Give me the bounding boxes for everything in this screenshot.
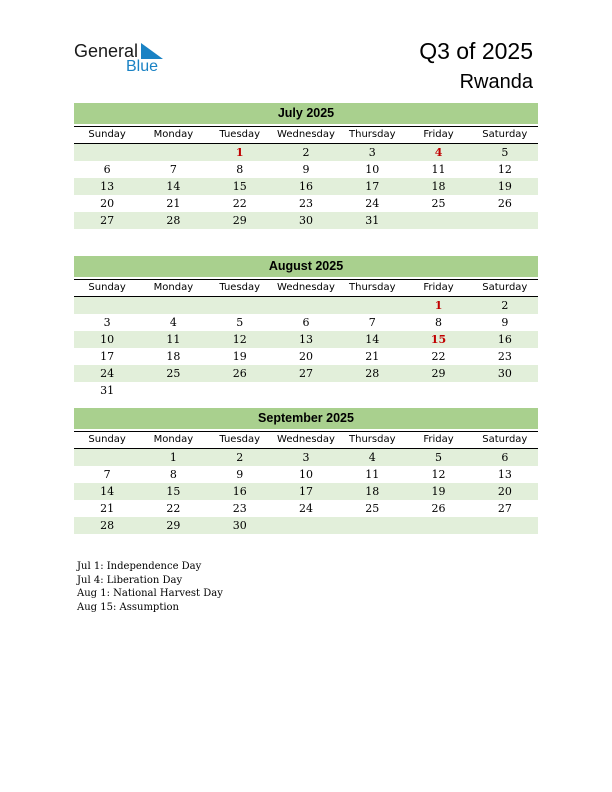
day-cell: 16 [232, 485, 247, 498]
day-cell: 8 [236, 163, 244, 176]
week-row [74, 178, 538, 195]
day-cell [74, 297, 140, 314]
logo-word-blue: Blue [126, 58, 159, 75]
day-cell: 13 [298, 333, 313, 346]
day-cell: 14 [100, 485, 115, 498]
day-cell [74, 449, 140, 466]
weekday-label: Monday [153, 434, 194, 445]
day-cell: 23 [298, 197, 313, 210]
month-title: September 2025 [74, 408, 538, 429]
week-row [74, 314, 538, 331]
day-cell: 24 [100, 367, 115, 380]
day-cell: 1 [169, 451, 177, 464]
day-cell [207, 382, 273, 399]
day-cell: 31 [100, 384, 115, 397]
day-cell: 25 [365, 502, 380, 515]
day-cell: 30 [497, 367, 512, 380]
day-cell: 7 [103, 468, 111, 481]
day-cell: 16 [298, 180, 313, 193]
day-cell: 2 [236, 451, 244, 464]
week-row [74, 212, 538, 229]
day-cell [472, 212, 538, 229]
day-cell: 4 [169, 316, 177, 329]
week-row [74, 195, 538, 212]
day-cell: 1 [235, 146, 244, 159]
day-cell: 19 [431, 485, 446, 498]
day-cell [472, 382, 538, 399]
day-cell: 10 [365, 163, 380, 176]
day-cell: 5 [236, 316, 244, 329]
day-cell: 27 [298, 367, 313, 380]
day-cell: 15 [166, 485, 181, 498]
week-row [74, 365, 538, 382]
holiday-note: Jul 4: Liberation Day [77, 574, 183, 586]
day-cell: 17 [365, 180, 380, 193]
day-cell: 22 [431, 350, 446, 363]
logo-word-general: General [74, 41, 139, 61]
day-cell: 20 [298, 350, 313, 363]
holiday-notes [77, 560, 223, 614]
day-cell: 3 [103, 316, 111, 329]
day-cell: 12 [232, 333, 247, 346]
month-title: July 2025 [74, 103, 538, 124]
day-cell: 14 [166, 180, 181, 193]
day-cell: 20 [100, 197, 115, 210]
day-cell: 26 [497, 197, 512, 210]
day-cell: 5 [435, 451, 443, 464]
weekday-header-row [74, 431, 538, 449]
day-cell: 10 [298, 468, 313, 481]
day-cell: 18 [166, 350, 181, 363]
day-cell: 3 [302, 451, 310, 464]
day-cell: 19 [497, 180, 512, 193]
day-cell: 23 [497, 350, 512, 363]
day-cell: 29 [166, 519, 181, 532]
day-cell: 18 [365, 485, 380, 498]
weekday-label: Thursday [349, 282, 396, 293]
weekday-label: Sunday [88, 282, 126, 293]
day-cell: 6 [302, 316, 310, 329]
weekday-label: Sunday [88, 129, 126, 140]
day-cell [140, 144, 206, 161]
month-september [74, 408, 538, 534]
day-cell: 27 [497, 502, 512, 515]
day-cell [405, 517, 471, 534]
day-cell: 29 [431, 367, 446, 380]
day-cell: 21 [100, 502, 115, 515]
day-cell [74, 144, 140, 161]
week-row [74, 331, 538, 348]
weekday-label: Tuesday [219, 434, 261, 445]
day-cell: 5 [501, 146, 509, 159]
weekday-label: Friday [423, 282, 454, 293]
day-cell [273, 297, 339, 314]
day-cell: 30 [232, 519, 247, 532]
day-cell: 26 [232, 367, 247, 380]
day-cell: 10 [100, 333, 115, 346]
day-cell: 30 [298, 214, 313, 227]
weekday-header-row [74, 279, 538, 297]
day-cell: 12 [497, 163, 512, 176]
day-cell [405, 382, 471, 399]
weekday-label: Monday [153, 282, 194, 293]
day-cell: 13 [497, 468, 512, 481]
logo [74, 41, 174, 77]
day-cell: 15 [232, 180, 247, 193]
week-row [74, 297, 538, 314]
day-cell: 12 [431, 468, 446, 481]
day-cell: 28 [100, 519, 115, 532]
day-cell: 17 [298, 485, 313, 498]
logo-triangle-icon [141, 43, 163, 59]
weekday-label: Wednesday [277, 129, 335, 140]
day-cell: 9 [501, 316, 509, 329]
weekday-label: Friday [423, 129, 454, 140]
day-cell [339, 297, 405, 314]
day-cell: 18 [431, 180, 446, 193]
holiday-note: Aug 15: Assumption [77, 601, 180, 613]
day-cell: 3 [368, 146, 376, 159]
week-row [74, 382, 538, 399]
page-title: Q3 of 2025 [419, 38, 533, 64]
day-cell: 24 [298, 502, 313, 515]
weekday-label: Saturday [482, 282, 528, 293]
holiday-note: Jul 1: Independence Day [77, 561, 202, 572]
day-cell: 28 [365, 367, 380, 380]
day-cell [207, 297, 273, 314]
day-cell: 15 [430, 333, 447, 346]
day-cell: 4 [434, 146, 443, 159]
day-cell: 6 [103, 163, 111, 176]
weekday-label: Thursday [349, 434, 396, 445]
day-cell: 6 [501, 451, 509, 464]
day-cell [339, 517, 405, 534]
day-cell: 16 [497, 333, 512, 346]
week-row [74, 517, 538, 534]
weekday-header-row [74, 126, 538, 144]
day-cell: 1 [434, 299, 443, 312]
day-cell [405, 212, 471, 229]
day-cell: 9 [302, 163, 310, 176]
day-cell: 2 [302, 146, 310, 159]
weekday-label: Tuesday [219, 129, 261, 140]
weekday-label: Sunday [88, 434, 126, 445]
weekday-label: Wednesday [277, 434, 335, 445]
week-row [74, 144, 538, 161]
month-title: August 2025 [74, 256, 538, 277]
day-cell: 9 [236, 468, 244, 481]
day-cell: 31 [365, 214, 380, 227]
day-cell [339, 382, 405, 399]
holiday-note: Aug 1: National Harvest Day [77, 588, 223, 599]
week-row [74, 348, 538, 365]
day-cell: 11 [166, 333, 181, 346]
weekday-label: Wednesday [277, 282, 335, 293]
day-cell: 8 [435, 316, 443, 329]
day-cell: 17 [100, 350, 115, 363]
day-cell: 26 [431, 502, 446, 515]
day-cell: 21 [166, 197, 181, 210]
weekday-label: Saturday [482, 434, 528, 445]
day-cell: 2 [501, 299, 509, 312]
day-cell [472, 517, 538, 534]
day-cell: 25 [166, 367, 181, 380]
month-august [74, 256, 538, 399]
day-cell: 20 [497, 485, 512, 498]
day-cell: 24 [365, 197, 380, 210]
weekday-label: Thursday [349, 129, 396, 140]
day-cell: 29 [232, 214, 247, 227]
day-cell: 23 [232, 502, 247, 515]
day-cell [273, 517, 339, 534]
country-name: Rwanda [459, 71, 533, 93]
day-cell: 22 [166, 502, 181, 515]
week-row [74, 500, 538, 517]
day-cell [273, 382, 339, 399]
day-cell: 14 [365, 333, 380, 346]
month-july [74, 103, 538, 229]
day-cell [140, 382, 206, 399]
day-cell: 13 [100, 180, 115, 193]
day-cell: 28 [166, 214, 181, 227]
day-cell: 25 [431, 197, 446, 210]
week-row [74, 466, 538, 483]
weekday-label: Tuesday [219, 282, 261, 293]
day-cell [140, 297, 206, 314]
week-row [74, 449, 538, 466]
week-row [74, 161, 538, 178]
day-cell: 8 [169, 468, 177, 481]
day-cell: 21 [365, 350, 380, 363]
day-cell: 19 [232, 350, 247, 363]
day-cell: 27 [100, 214, 115, 227]
day-cell: 7 [368, 316, 376, 329]
day-cell: 11 [431, 163, 446, 176]
weekday-label: Monday [153, 129, 194, 140]
day-cell: 7 [169, 163, 177, 176]
day-cell: 22 [232, 197, 247, 210]
day-cell: 4 [368, 451, 376, 464]
week-row [74, 483, 538, 500]
weekday-label: Saturday [482, 129, 528, 140]
day-cell: 11 [365, 468, 380, 481]
weekday-label: Friday [423, 434, 454, 445]
